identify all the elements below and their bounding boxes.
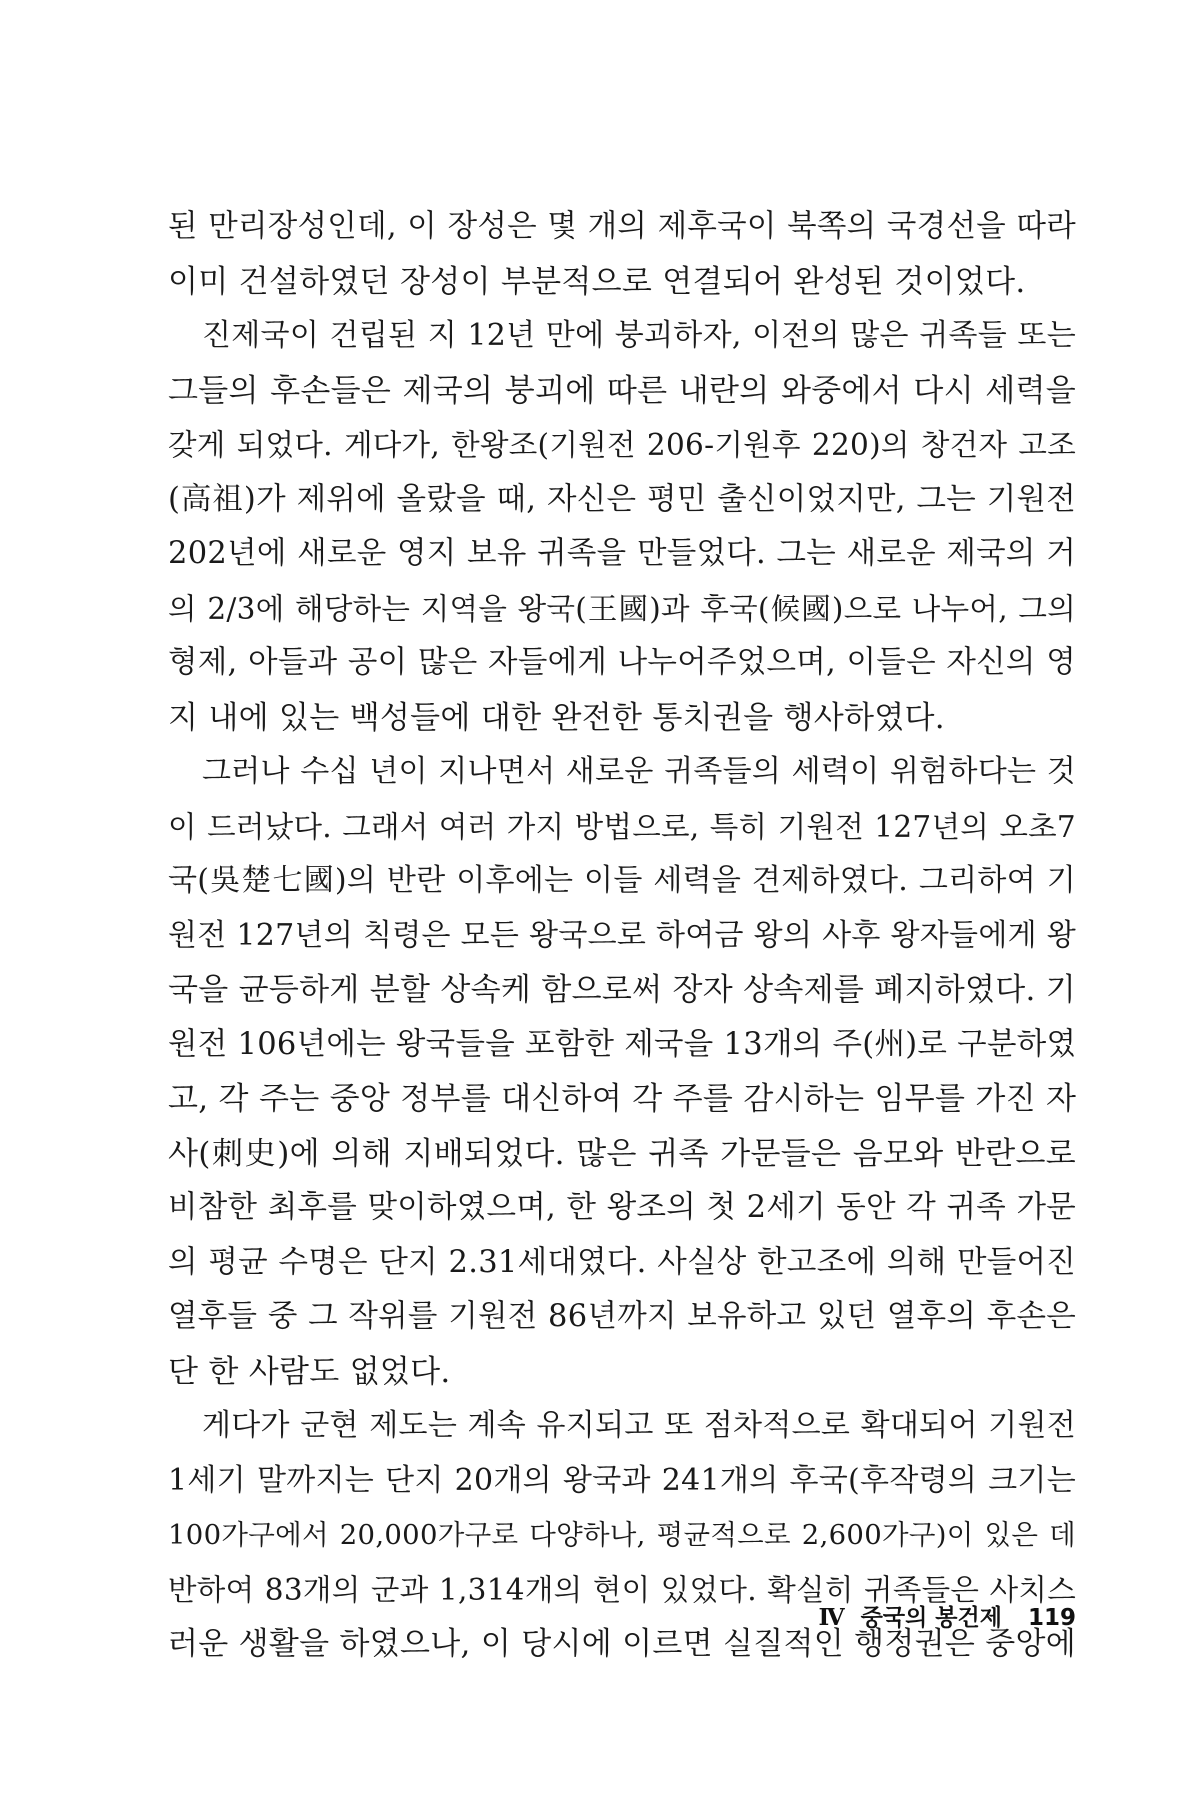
text-line: (高祖)가 제위에 올랐을 때, 자신은 평민 출신이었지만, 그는 기원전 (168, 481, 1076, 517)
text-line: 1세기 말까지는 단지 20개의 왕국과 241개의 후국(후작령의 크기는 (168, 1462, 1076, 1498)
chapter-number: Ⅳ (818, 1604, 845, 1631)
text-line: 게다가 군현 제도는 계속 유지되고 또 점차적으로 확대되어 기원전 (202, 1408, 1076, 1443)
text-line: 원전 127년의 칙령은 모든 왕국으로 하여금 왕의 사후 왕자들에게 왕 (168, 917, 1076, 953)
text-line: 이 드러났다. 그래서 여러 가지 방법으로, 특히 기원전 127년의 오초7 (168, 809, 1076, 844)
text-line: 단 한 사람도 없었다. (168, 1353, 451, 1390)
paragraph-2 (168, 309, 1076, 745)
text-line: 된 만리장성인데, 이 장성은 몇 개의 제후국이 북쪽의 국경선을 따라 (168, 209, 1076, 244)
text-line: 의 2/3에 해당하는 지역을 왕국(王國)과 후국(候國)으로 나누어, 그의 (168, 591, 1076, 626)
text-line: 국을 균등하게 분할 상속케 함으로써 장자 상속제를 폐지하였다. 기 (168, 972, 1077, 1008)
paragraph-3 (168, 745, 1076, 1399)
text-line: 고, 각 주는 중앙 정부를 대신하여 각 주를 감시하는 임무를 가진 자 (168, 1081, 1077, 1117)
text-line: 비참한 최후를 맞이하였으며, 한 왕조의 첫 2세기 동안 각 귀족 가문 (168, 1190, 1076, 1225)
text-line: 사(刺史)에 의해 지배되었다. 많은 귀족 가문들은 음모와 반란으로 (168, 1135, 1076, 1172)
text-line: 의 평균 수명은 단지 2.31세대였다. 사실상 한고조에 의해 만들어진 (168, 1244, 1076, 1280)
text-line: 그러나 수십 년이 지나면서 새로운 귀족들의 세력이 위험하다는 것 (202, 754, 1076, 789)
text-line: 열후들 중 그 작위를 기원전 86년까지 보유하고 있던 열후의 후손은 (168, 1299, 1076, 1334)
text-line: 원전 106년에는 왕국들을 포함한 제국을 13개의 주(州)로 구분하였 (168, 1026, 1077, 1062)
running-footer (819, 1598, 1076, 1638)
body-text (168, 200, 1076, 1672)
text-line: 갖게 되었다. 게다가, 한왕조(기원전 206-기원후 220)의 창건자 고조 (168, 428, 1076, 462)
text-line: 진제국이 건립된 지 12년 만에 붕괴하자, 이전의 많은 귀족들 또는 (202, 318, 1076, 353)
chapter-title: 중국의 봉건제 (860, 1605, 1002, 1631)
text-line: 국(吳楚七國)의 반란 이후에는 이들 세력을 견제하였다. 그리하여 기 (168, 863, 1076, 898)
text-line: 이미 건설하였던 장성이 부분적으로 연결되어 완성된 것이었다. (168, 263, 1026, 300)
text-line: 반하여 83개의 군과 1,314개의 현이 있었다. 확실히 귀족들은 사치스 (168, 1572, 1076, 1607)
text-line: 그들의 후손들은 제국의 붕괴에 따른 내란의 와중에서 다시 세력을 (168, 372, 1076, 409)
text-line: 지 내에 있는 백성들에 대한 완전한 통치권을 행사하였다. (168, 699, 945, 736)
text-line: 100가구에서 20,000가구로 다양하나, 평균적으로 2,600가구)이 있은 데 (168, 1519, 1076, 1551)
paragraph-1 (168, 200, 1076, 309)
text-line: 형제, 아들과 공이 많은 자들에게 나누어주었으며, 이들은 자신의 영 (168, 645, 1076, 680)
text-line: 202년에 새로운 영지 보유 귀족을 만들었다. 그는 새로운 제국의 거 (168, 536, 1076, 571)
text-line: 러운 생활을 하였으나, 이 당시에 이르면 실질적인 행정권은 중앙에 (168, 1626, 1077, 1662)
page-number: 119 (1027, 1605, 1076, 1631)
